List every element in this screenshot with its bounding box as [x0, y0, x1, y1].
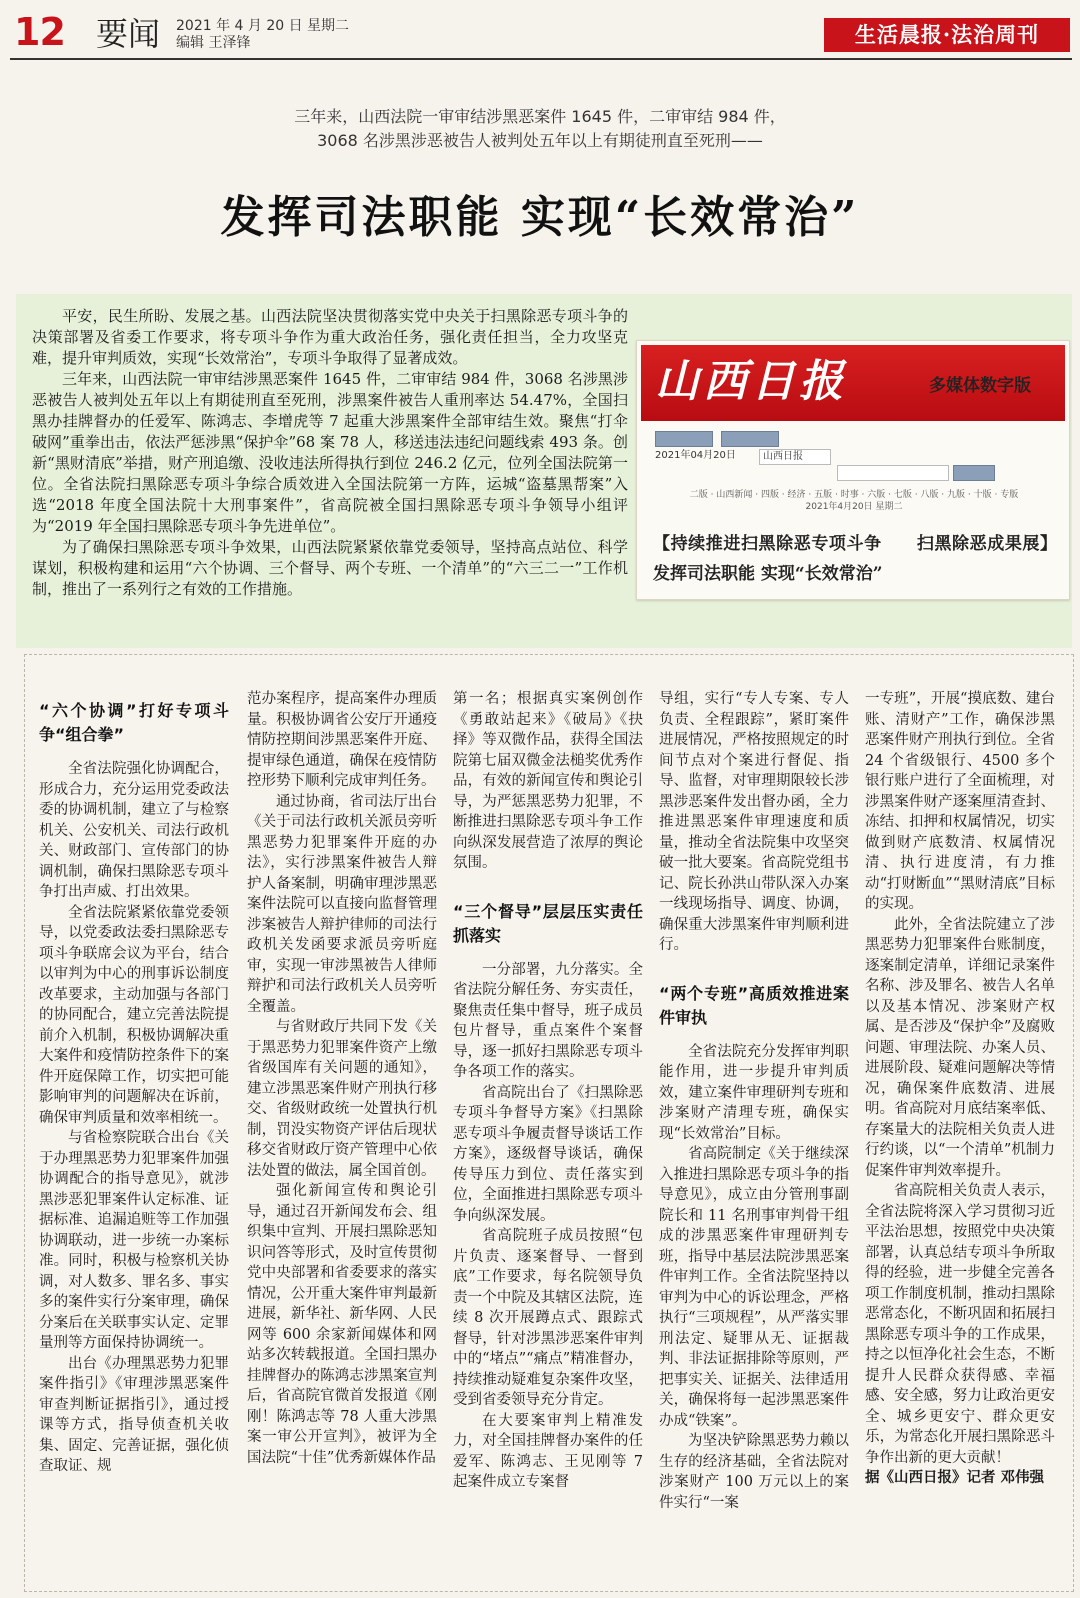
section-heading: “两个专班”高质效推进案件审执 — [659, 983, 849, 1027]
intro-text — [32, 306, 628, 600]
body-paragraph: 省高院班子成员按照“包片负责、逐案督导、一督到底”工作要求，每名院领导负责一个中院及其辖区法院，连续 8 次开展蹲点式、跟踪式督导，针对涉黑涉恶案件审判中的“堵点”“痛点”精准督办，持续推动疑难复杂案件攻坚，受到省委领导充分肯定。 — [453, 1228, 643, 1408]
section-heading: “三个督导”层层压实责任抓落实 — [453, 901, 643, 945]
body-paragraph: 与省检察院联合出台《关于办理黑恶势力犯罪案件加强协调配合的指导意见》，就涉黑涉恶犯罪案件认定标准、证据标准、追漏追赃等工作加强协调联动，进一步统一办案标准。同时，积极与检察机关协调，对人数多、罪名多、事实多的案件实行分案审理，确保分案后在关联事实认定、定罪量刑等方面保持协调统一。 — [39, 1130, 229, 1351]
shanxi-daily-logo: 山西日报 — [655, 356, 847, 407]
column-2 — [247, 689, 437, 1468]
toolbar-button — [721, 431, 779, 447]
body-paragraph: 全省法院强化协调配合，形成合力，充分运用党委政法委的协调机制，建立了与检察机关、公安机关、司法行政机关、财政部门、宣传部门的协调机制，确保扫黑除恶专项斗争打出声威、打出效果。 — [39, 761, 229, 900]
intro-paragraph: 平安，民生所盼、发展之基。山西法院坚决贯彻落实党中央关于扫黑除恶专项斗争的决策部署及省委工作要求，将专项斗争作为重大政治任务，强化责任担当，全力攻坚克难，提升审判质效，实现“长效常治”，专项斗争取得了显著成效。 — [32, 307, 628, 367]
body-paragraph: 为坚决铲除黑恶势力赖以生存的经济基础，全省法院对涉案财产 100 万元以上的案件实行“一案 — [659, 1433, 849, 1511]
body-paragraph: 出台《办理黑恶势力犯罪案件指引》《审理涉黑恶案件审查判断证据指引》，通过授课等方式，指导侦查机关收集、固定、完善证据，强化侦查取证、规 — [39, 1355, 229, 1474]
toolbar-search-button — [953, 465, 995, 481]
body-paragraph: 全省法院充分发挥审判职能作用，进一步提升审判质效，建立案件审理研判专班和涉案财产清理专班，确保实现“长效常治”目标。 — [659, 1043, 849, 1142]
body-paragraph: 强化新闻宣传和舆论引导，通过召开新闻发布会、组织集中宣判、开展扫黑除恶知识问答等形式，及时宣传贯彻党中央部署和省委要求的落实情况，公开重大案件审判最新进展，新华社、新华网、人民网等 600 余家新闻媒体和网站多次转载报道。全国扫黑办挂牌督办的陈鸿志涉黑案宣判后，省高院官微首发报道《刚刚！陈鸿志等 78 人重大涉黑案一审公开宣判》，被评为全国法院“十佳”优秀新媒体作品 — [247, 1183, 437, 1466]
column-4 — [659, 689, 849, 1513]
article-body — [24, 654, 1074, 1592]
screenshot-banner — [641, 345, 1065, 421]
intro-paragraph: 三年来，山西法院一审审结涉黑恶案件 1645 件，二审审结 984 件，3068 名涉黑涉恶被告人被判处五年以上有期徒刑直至死刑，涉黑案件被告人重刑率达 54.47%，全国扫黑办挂牌督办的任爱军、陈鸿志、李增虎等 7 起重大涉黑案件全部审结生效。聚焦“打伞破网”重拳出击，依法严惩涉黑“保护伞”68 案 78 人，移送违法违纪问题线索 493 条。创新“黑财清底”举措，财产刑追缴、没收违法所得执行到位 246.2 亿元，位列全国法院第一位。全省法院扫黑除恶专项斗争综合质效进入全国法院第一方阵，运城“盗墓黑帮案”入选“2018 年度全国法院十大刑事案件”，省高院被全国扫黑除恶专项斗争领导小组评为“2019 年全国扫黑除恶专项斗争先进单位”。 — [32, 370, 628, 535]
body-paragraph: 一专班”，开展“摸底数、建台账、清财产”工作，确保涉黑恶案件财产刑执行到位。全省 24 个省级银行、4500 多个银行账户进行了全面梳理，对涉黑案件财产逐案厘清查封、冻结、扣押和权属情况，切实做到财产底数清、权属情况清、执行进度清，有力推动“打财断血”“黑财清底”目标的实现。 — [865, 691, 1055, 912]
toolbar-date: 2021年04月20日 — [655, 450, 736, 461]
newspaper-screenshot — [636, 340, 1070, 600]
toolbar-button — [655, 431, 713, 447]
intro-box — [16, 294, 1072, 648]
screenshot-caption: 【持续推进扫黑除恶专项斗争 扫黑除恶成果展】发挥司法职能 实现“长效常治” — [653, 534, 1057, 584]
column-1 — [39, 691, 229, 1477]
section-name: 要闻 — [96, 15, 161, 53]
masthead-brand: 生活晨报·法治周刊 — [824, 18, 1070, 52]
screenshot-fine-print — [651, 489, 1057, 513]
intro-paragraph: 为了确保扫黑除恶专项斗争效果，山西法院紧紧依靠党委领导，坚持高点站位、科学谋划，积极构建和运用“六个协调、三个督导、两个专班、一个清单”的“六三二一”工作机制，推出了一系列行之有效的工作措施。 — [32, 538, 628, 598]
page-header — [0, 0, 1080, 58]
body-paragraph: 导组，实行“专人专案、专人负责、全程跟踪”，紧盯案件进展情况，严格按照规定的时间节点对个案进行督促、指导、监督，对审理期限较长涉黑涉恶案件发出督办函，全力推进黑恶案件审理速度和质量，推动全省法院集中攻坚突破一批大要案。省高院党组书记、院长孙洪山带队深入办案一线现场指导、调度、协调，确保重大涉黑案件审判顺利进行。 — [659, 691, 849, 953]
body-paragraph: 第一名；根据真实案例创作《勇敢站起来》《破局》《抉择》等双微作品，获得全国法院第七届双微金法槌奖优秀作品，有效的新闻宣传和舆论引导，为严惩黑恶势力犯罪，不断推进扫黑除恶专项斗争工作向纵深发展营造了浓厚的舆论氛围。 — [453, 691, 643, 871]
fine-print-line: 二版 · 山西新闻 · 四版 · 经济 · 五版 · 时事 · 六版 · 七版 · 八版 · 九版 · 十版 · 专版 — [689, 490, 1019, 500]
body-paragraph: 一分部署，九分落实。全省法院分解任务、夯实责任，聚焦责任集中督导，班子成员包片督导，重点案件个案督导，逐一抓好扫黑除恶专项斗争各项工作的落实。 — [453, 961, 643, 1080]
body-paragraph: 范办案程序，提高案件办理质量。积极协调省公安厅开通疫情防控期间涉黑恶案件开庭、提审绿色通道，确保在疫情防控形势下顺利完成审判任务。 — [247, 691, 437, 789]
body-paragraph: 全省法院紧紧依靠党委领导，以党委政法委扫黑除恶专项斗争联席会议为平台，结合以审判为中心的刑事诉讼制度改革要求，主动加强与各部门的协同配合，建立完善法院提前介入机制，积极协调解决重大案件和疫情防控条件下的案件开庭保障工作，切实把可能影响审判的问题解决在诉前，确保审判质量和效率相统一。 — [39, 904, 229, 1126]
body-paragraph: 与省财政厅共同下发《关于黑恶势力犯罪案件资产上缴省级国库有关问题的通知》，建立涉黑恶案件财产刑执行移交、省级财政统一处置执行机制，罚没实物资产评估后现状移交省财政厅资产管理中心依法处置的做法，属全国首创。 — [247, 1019, 437, 1179]
header-divider — [10, 58, 1072, 60]
toolbar-select-value: 山西日报 — [763, 451, 803, 462]
fine-print-line: 2021年4月20日 星期二 — [805, 502, 903, 512]
digital-edition-tag: 多媒体数字版 — [929, 376, 1031, 396]
column-5 — [865, 689, 1055, 1489]
toolbar-select — [759, 449, 831, 465]
lead-line-1: 三年来，山西法院一审审结涉黑恶案件 1645 件，二审审结 984 件， — [294, 107, 786, 126]
article-title: 发挥司法职能 实现“长效常治” — [220, 192, 860, 243]
editor-line: 编辑 王泽锋 — [176, 35, 251, 51]
column-3 — [453, 689, 643, 1493]
article-byline: 据《山西日报》记者 邓伟强 — [865, 1470, 1045, 1486]
body-paragraph: 省高院相关负责人表示，全省法院将深入学习贯彻习近平法治思想，按照党中央决策部署，认真总结专项斗争所取得的经验，进一步健全完善各项工作制度机制，推动扫黑除恶常态化，不断巩固和拓展扫黑除恶专项斗争的工作成果，持之以恒净化社会生态，不断提升人民群众获得感、幸福感、安全感，努力让政治更安全、城乡更安宁、群众更安乐，为常态化开展扫黑除恶斗争作出新的更大贡献！ — [865, 1183, 1055, 1466]
page-number: 12 — [14, 10, 65, 54]
body-paragraph: 省高院制定《关于继续深入推进扫黑除恶专项斗争的指导意见》，成立由分管刑事副院长和 11 名刑事审判骨干组成的涉黑恶案件审理研判专班，指导中基层法院涉黑恶案件审判工作。全省法院坚持以审判为中心的诉讼理念，严格执行“三项规程”，从严落实罪刑法定、疑罪从无、证据裁判、非法证据排除等原则，严把事实关、证据关、法律适用关，确保将每一起涉黑恶案件办成“铁案”。 — [659, 1146, 849, 1429]
body-paragraph: 省高院出台了《扫黑除恶专项斗争督导方案》《扫黑除恶专项斗争履责督导谈话工作方案》，逐级督导谈话，确保传导压力到位、责任落实到位，全面推进扫黑除恶专项斗争向纵深发展。 — [453, 1084, 643, 1224]
body-paragraph: 此外，全省法院建立了涉黑恶势力犯罪案件台账制度，逐案制定清单，详细记录案件名称、涉及罪名、被告人名单以及基本情况、涉案财产权属、是否涉及“保护伞”及腐败问题、审理法院、办案人员、进展阶段、疑难问题解决等情况，确保案件底数清、进展明。省高院对月底结案率低、存案量大的法院相关负责人进行约谈，以“一个清单”机制力促案件审判效率提升。 — [865, 916, 1055, 1179]
issue-date: 2021 年 4 月 20 日 星期二 — [176, 18, 350, 34]
lead-line-2: 3068 名涉黑涉恶被告人被判处五年以上有期徒刑直至死刑—— — [317, 131, 763, 150]
toolbar-search-field — [837, 465, 949, 481]
body-paragraph: 在大要案审判上精准发力，对全国挂牌督办案件的任爱军、陈鸿志、王见刚等 7 起案件成立专案督 — [453, 1412, 643, 1490]
issue-meta — [176, 18, 349, 52]
body-paragraph: 通过协商，省司法厅出台《关于司法行政机关派员旁听黑恶势力犯罪案件开庭的办法》，实行涉黑案件被告人辩护人备案制，明确审理涉黑恶案件法院可以直接向监督管理涉案被告人辩护律师的司法行政机关发函要求派员旁听庭审，实现一审涉黑被告人律师辩护和司法行政机关人员旁听全覆盖。 — [247, 793, 437, 1015]
screenshot-toolbar — [647, 431, 1057, 479]
section-heading: “六个协调”打好专项斗争“组合拳” — [39, 701, 229, 744]
